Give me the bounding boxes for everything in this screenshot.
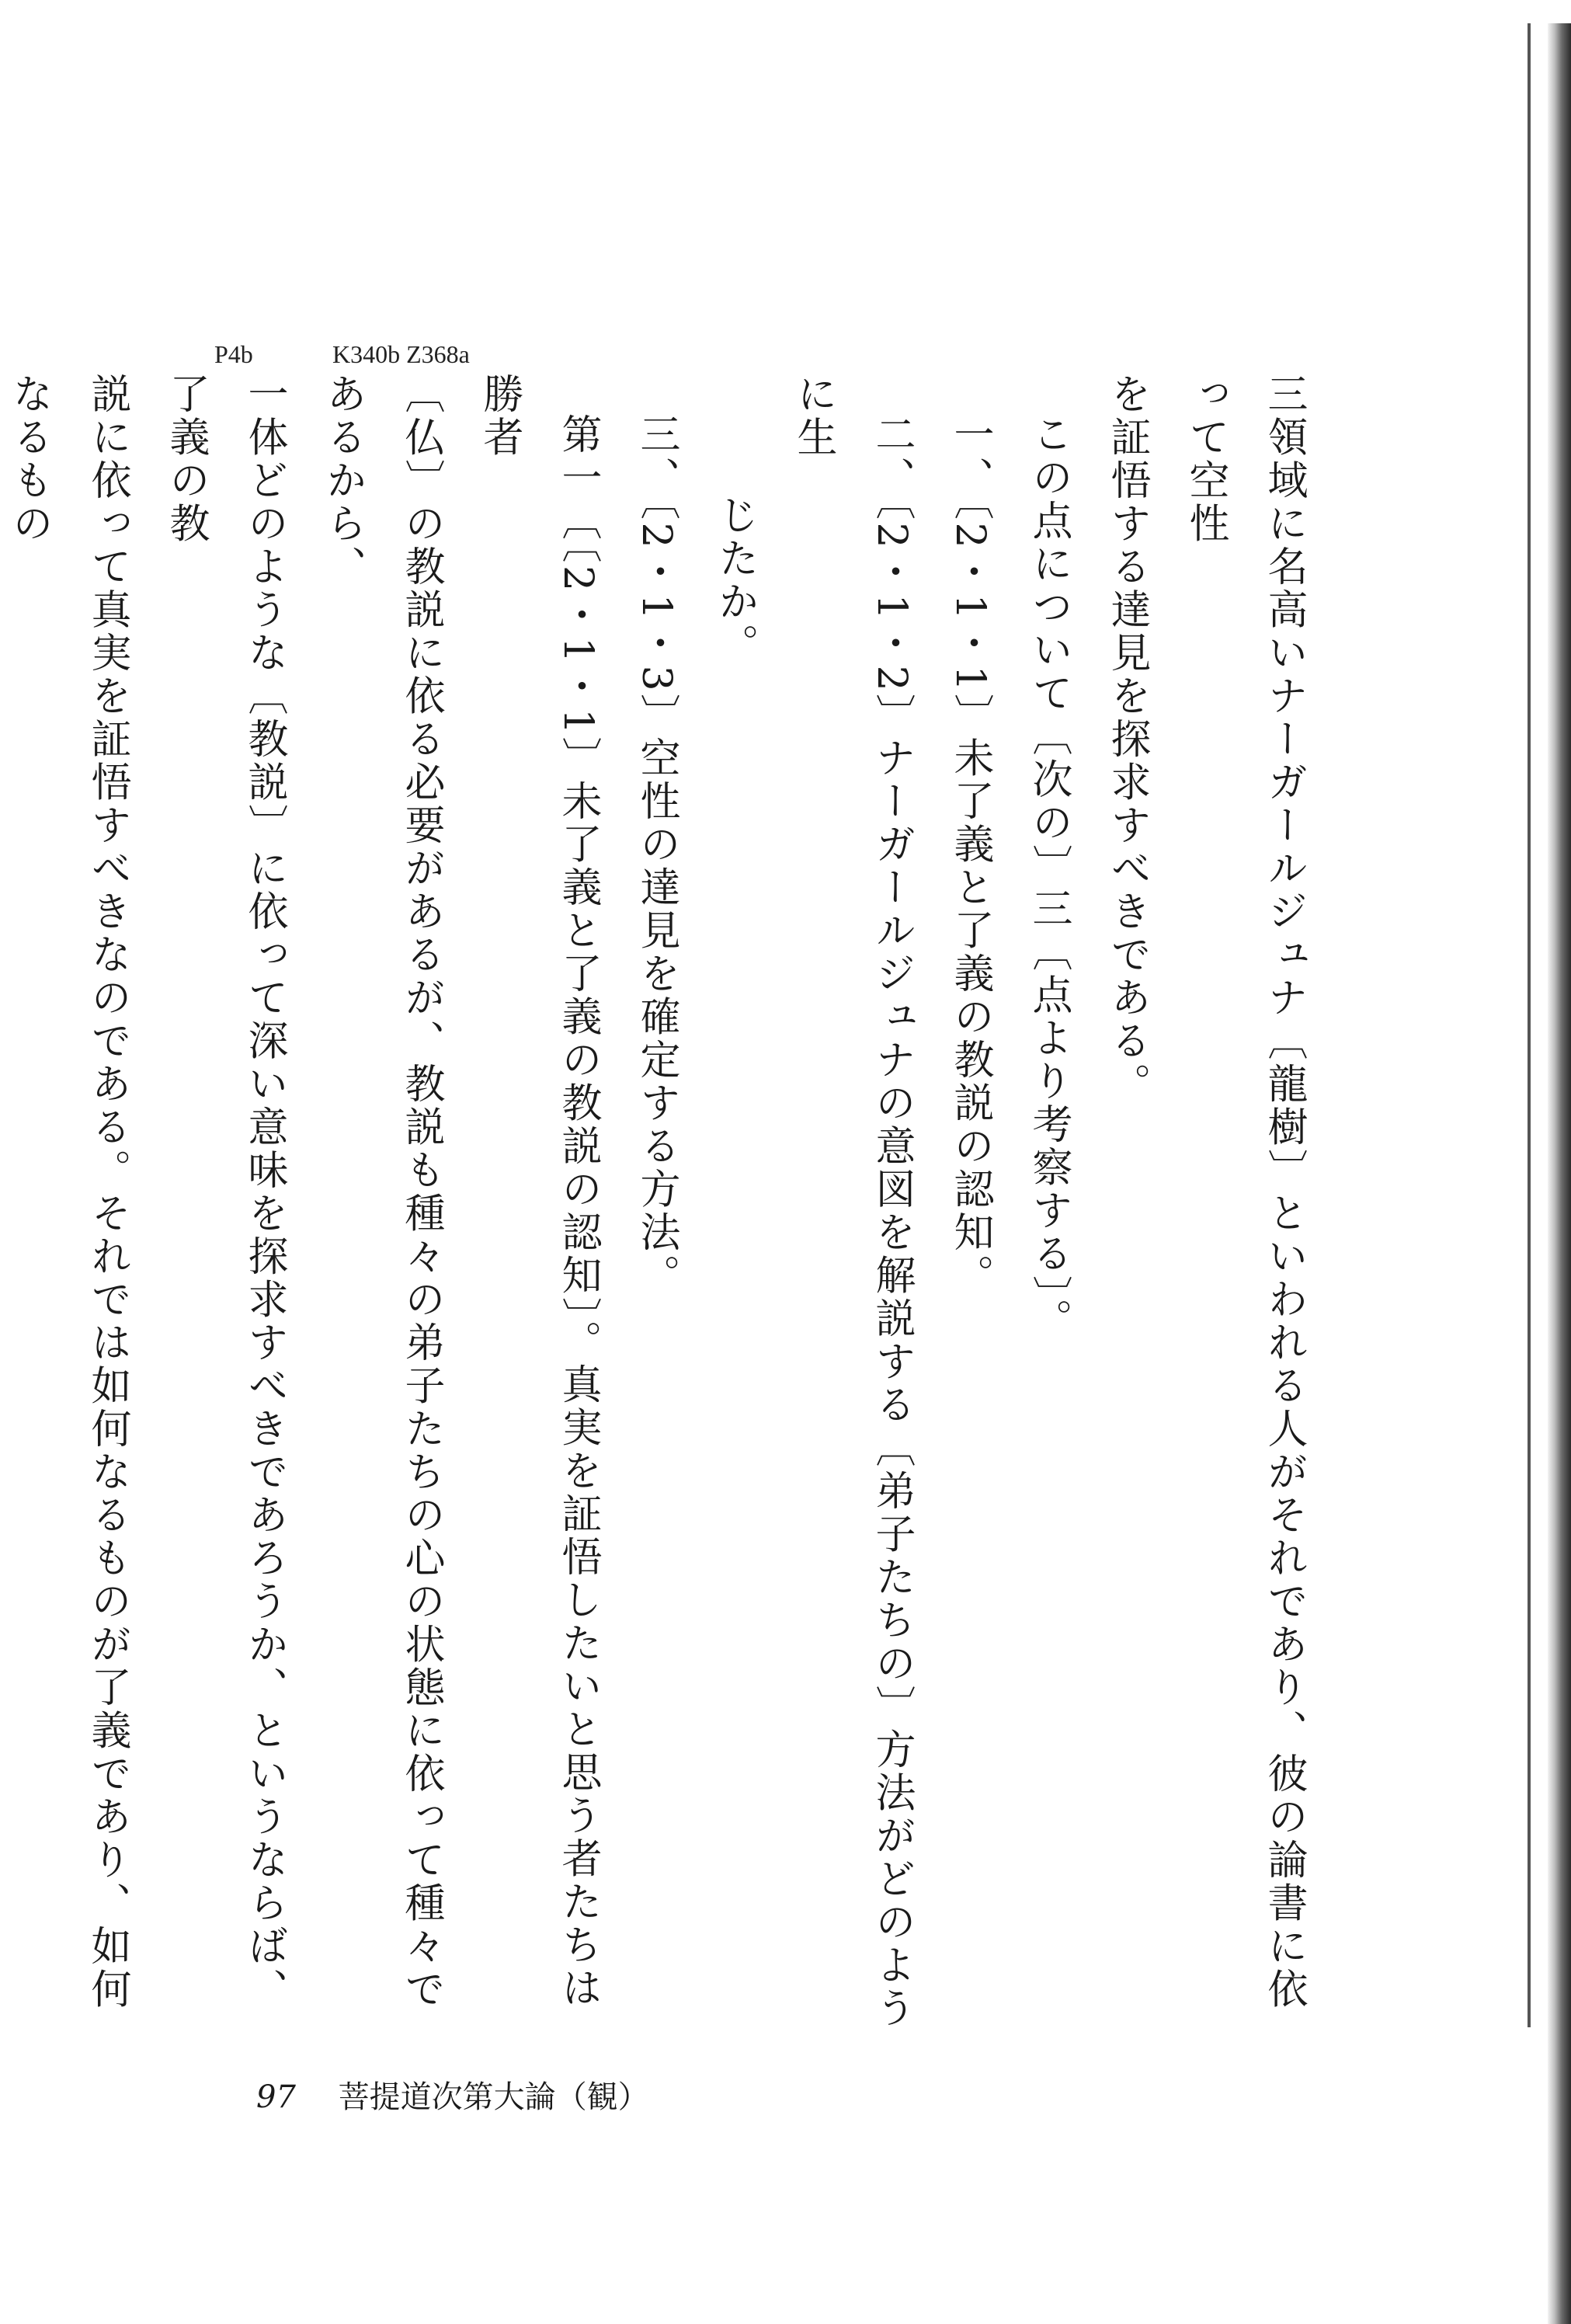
text-line: この点について〔次の〕三〔点より考察する〕。 [1025, 413, 1072, 1341]
text-line: 一、〔2・1・1〕未了義と了義の教説の認知。 [947, 413, 993, 1298]
text-line: 三領域に名高いナーガールジュナ〔龍樹〕といわれる人がそれであり、彼の論書に依って空性 [1182, 373, 1307, 2011]
running-title: 菩提道次第大論（観） [338, 2079, 649, 2115]
margin-ref-left: P4b [214, 340, 253, 368]
page-edge-shadow [1548, 23, 1571, 2324]
margin-ref-right: K340b Z368a [332, 340, 470, 368]
text-line: 一体どのような〔教説〕に依って深い意味を探求すべきであろうか、というならば、了義の教 [162, 373, 287, 2011]
body-text [0, 373, 1322, 2051]
text-line: 三、〔2・1・3〕空性の達見を確定する方法。 [633, 413, 679, 1298]
page-edge-line [1528, 23, 1531, 2027]
text-line: 第一〔〔2・1・1〕未了義と了義の教説の認知〕。真実を証悟したいと思う者たちは勝者 [476, 373, 601, 2010]
text-line: じたか。 [711, 494, 758, 666]
page-number: 97 [256, 2079, 296, 2115]
text-line: 説に依って真実を証悟すべきなのである。それでは如何なるものが了義であり、如何なるもの [5, 373, 130, 2011]
text-line: 二、〔2・1・2〕ナーガールジュナの意図を解説する〔弟子たちの〕方法がどのように生 [790, 373, 915, 2030]
text-line: を証悟する達見を探求すべきである。 [1104, 373, 1150, 1106]
text-line: 〔仏〕の教説に依る必要があるが、教説も種々の弟子たちの心の状態に依って種々であるから、 [319, 373, 444, 2011]
page-footer [256, 2072, 649, 2117]
